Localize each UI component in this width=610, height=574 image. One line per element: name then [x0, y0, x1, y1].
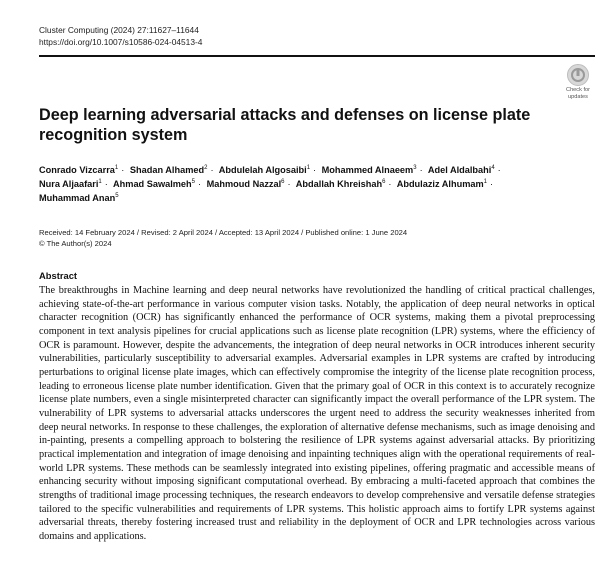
author[interactable]: Mahmoud Nazzal$^6$ [206, 179, 285, 189]
author[interactable]: Muhammad Anan$^5$ [39, 193, 119, 203]
check-updates-icon [567, 64, 589, 86]
journal-header [39, 24, 202, 48]
author[interactable]: Abdulaziz Alhumam$^1$ [396, 179, 487, 189]
author[interactable]: Shadan Alhamed$^2$ [129, 165, 208, 175]
publication-dates [39, 227, 407, 249]
author[interactable]: Ahmad Sawalmeh$^5$ [113, 179, 196, 189]
header-rule [39, 55, 595, 57]
author[interactable]: Adel Aldalbahi$^4$ [427, 165, 495, 175]
author[interactable]: Conrado Vizcarra$^1$ [39, 165, 119, 175]
author[interactable]: Mohammed Alnaeem$^3$ [321, 165, 417, 175]
badge-label-line1: Check for [566, 87, 590, 93]
author[interactable]: Abdallah Khreishah$^6$ [295, 179, 386, 189]
author[interactable]: Nura Aljaafari$^1$ [39, 179, 102, 189]
author[interactable]: Abdulelah Algosaibi$^1$ [218, 165, 311, 175]
doi-link[interactable]: https://doi.org/10.1007/s10586-024-04513-4 [39, 37, 203, 47]
abstract-heading: Abstract [39, 270, 78, 281]
copyright-line: © The Author(s) 2024 [39, 239, 112, 248]
abstract-text: The breakthroughs in Machine learning and deep neural networks have revolutionized the handling of critical practical challenges, achieving state-of-the-art performance in various computer vision tasks. Notably, the application of deep neural networks in optical character recognition (OCR) has significantly enhanced the performance of OCR systems, making them a pivotal preprocessing component in text analysis pipelines for crucial applications such as license plate recognition (LPR) systems, where the efficiency of OCR is paramount. However, despite the advancements, the integration of deep neural networks in OCR introduces inherent security vulnerabilities, particularly susceptibility to adversarial examples. Adversarial examples in LPR systems are crafted by introducing perturbations to original license plate images, which can effectively compromise the integrity of the license plate recognition process, leading to erroneous license plate number identification. Given that the primary goal of OCR in this context is to accurately recognize license plate numbers, even a single misinterpreted character can significantly impact the overall performance of the LPR system. The vulnerability of LPR systems to adversarial attacks underscores the urgent need to address the security weaknesses inherited from deep neural networks. In response to these challenges, the exploration of alternative defense mechanisms, such as image denoising and in-painting, presents a compelling approach to bolstering the resilience of LPR systems against adversarial attacks. By prioritizing practical implementation and integration of image denoising and inpainting techniques align with the operational requirements of real-world LPR systems. These methods can be seamlessly integrated into existing pipelines, offering pragmatic and accessible means of enhancing security without imposing significant computational overhead. By embracing a multi-faceted approach that combines the strengths of traditional image processing techniques, the research endeavors to develop comprehensive and versatile defense strategies tailored to the specific vulnerabilities and requirements of LPR systems. This holistic approach aims to fortify LPR systems against adversarial threats, thereby fostering increased trust and reliability in the deployment of OCR and LPR technologies across various domains and applications. [39, 285, 595, 542]
author-list: Conrado Vizcarra$^1$ · Shadan Alhamed$^2$ · Abdulelah Algosaibi$^1$ · Mohammed Alnaeem$^3$ · Adel Aldalbahi$^4$ · Nura Aljaafari$^1$ · Ahmad Sawalmeh$^5$ · Mahmoud Nazzal$^6$ · Abdallah Khreishah$^6$ · Abdulaziz Alhumam$^1$ · Muhammad Anan$^5$ [39, 165, 501, 203]
check-for-updates-badge[interactable] [562, 64, 594, 100]
paper-title: Deep learning adversarial attacks and defenses on license plate recognition system [39, 106, 531, 144]
received-dates: Received: 14 February 2024 / Revised: 2 April 2024 / Accepted: 13 April 2024 / Published online: 1 June 2024 [39, 228, 408, 237]
badge-label-line2: updates [568, 94, 588, 100]
journal-citation: Cluster Computing (2024) 27:11627–11644 [39, 25, 199, 35]
